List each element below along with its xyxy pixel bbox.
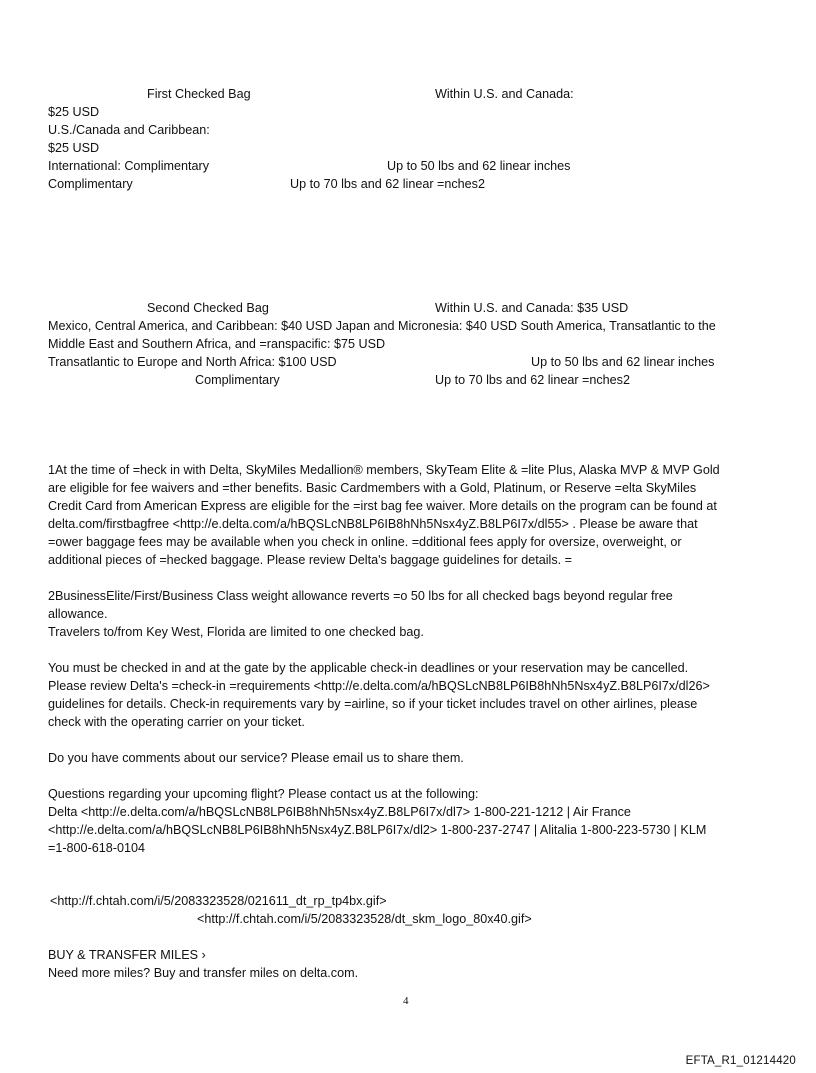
second-bag-line-2: Middle East and Southern Africa, and =ranspacific: $75 USD — [48, 337, 386, 351]
footnote-1-line: are eligible for fee waivers and =ther benefits. Basic Cardmembers with a Gold, Platinum, or Reserve =elta SkyMiles — [48, 481, 697, 495]
first-bag-size-2: Up to 70 lbs and 62 linear =nches2 — [290, 177, 485, 191]
checkin-notice — [48, 659, 776, 731]
checkin-notice-line: You must be checked in and at the gate by the applicable check-in deadlines or your reservation may be cancelled. — [48, 661, 689, 675]
contact-line: <http://e.delta.com/a/hBQSLcNB8LP6IB8hNh5Nsx4yZ.B8LP6I7x/dl2> 1-800-237-2747 | Alitalia 1-800-223-5730 | KLM — [48, 823, 707, 837]
second-bag-line-3: Transatlantic to Europe and North Africa: $100 USD — [48, 355, 337, 369]
first-bag-price-2: $25 USD — [48, 141, 100, 155]
footnote-1-line: 1At the time of =heck in with Delta, SkyMiles Medallion® members, SkyTeam Elite & =lite Plus, Alaska MVP & MVP Gold — [48, 463, 720, 477]
checkin-notice-line: guidelines for details. Check-in requirements vary by =airline, so if your ticket includes travel on other airlines, please — [48, 697, 698, 711]
first-bag-size-1: Up to 50 lbs and 62 linear inches — [387, 159, 571, 173]
contact-block — [48, 785, 776, 857]
footnote-1-line: =ower baggage fees may be available when you check in online. =dditional fees apply for oversize, overweight, or — [48, 535, 682, 549]
second-bag-label: Second Checked Bag — [147, 301, 269, 315]
first-bag-within-us-canada: Within U.S. and Canada: — [435, 87, 574, 101]
second-bag-complimentary: Complimentary — [195, 373, 280, 387]
second-bag-line-1: Mexico, Central America, and Caribbean: $40 USD Japan and Micronesia: $40 USD South America, Transatlantic to the — [48, 319, 716, 333]
bates-number: EFTA_R1_01214420 — [685, 1055, 796, 1067]
footnote-2-line: 2BusinessElite/First/Business Class weight allowance reverts =o 50 lbs for all checked bags beyond regular free — [48, 589, 673, 603]
second-bag-size-1: Up to 50 lbs and 62 linear inches — [531, 355, 715, 369]
first-bag-complimentary: Complimentary — [48, 177, 133, 191]
first-bag-international: International: Complimentary — [48, 159, 209, 173]
buy-transfer-miles-link[interactable]: BUY & TRANSFER MILES › — [48, 948, 206, 962]
first-bag-label: First Checked Bag — [147, 87, 251, 101]
footnote-1-line: delta.com/firstbagfree <http://e.delta.com/a/hBQSLcNB8LP6IB8hNh5Nsx4yZ.B8LP6I7x/dl55> . Please be aware that — [48, 517, 698, 531]
buy-transfer-miles-text: Need more miles? Buy and transfer miles on delta.com. — [48, 966, 359, 980]
image-link-rp-tp4bx[interactable]: <http://f.chtah.com/i/5/2083323528/021611_dt_rp_tp4bx.gif> — [50, 894, 387, 908]
page-number: 4 — [403, 995, 409, 1007]
footnote-2-line: Travelers to/from Key West, Florida are limited to one checked bag. — [48, 625, 424, 639]
first-bag-us-canada-caribbean: U.S./Canada and Caribbean: — [48, 123, 210, 137]
first-bag-price-1: $25 USD — [48, 105, 100, 119]
checkin-notice-line: Please review Delta's =check-in =requirements <http://e.delta.com/a/hBQSLcNB8LP6IB8hNh5Nsx4yZ.B8LP6I7x/dl26> — [48, 679, 710, 693]
contact-line: =1-800-618-0104 — [48, 841, 145, 855]
checkin-notice-line: check with the operating carrier on your ticket. — [48, 715, 305, 729]
second-bag-within-us-canada: Within U.S. and Canada: $35 USD — [435, 301, 629, 315]
comments-prompt: Do you have comments about our service? Please email us to share them. — [48, 751, 464, 765]
footnote-1-line: Credit Card from American Express are eligible for the =irst bag fee waiver. More details on the program can be found at — [48, 499, 717, 513]
footnote-1-line: additional pieces of =hecked baggage. Please review Delta's baggage guidelines for details. = — [48, 553, 572, 567]
image-link-skm-logo[interactable]: <http://f.chtah.com/i/5/2083323528/dt_skm_logo_80x40.gif> — [197, 912, 532, 926]
second-bag-size-2: Up to 70 lbs and 62 linear =nches2 — [435, 373, 630, 387]
footnote-2 — [48, 587, 776, 641]
contact-line: Questions regarding your upcoming flight? Please contact us at the following: — [48, 787, 479, 801]
footnote-2-line: allowance. — [48, 607, 108, 621]
footnote-1 — [48, 461, 776, 569]
contact-line: Delta <http://e.delta.com/a/hBQSLcNB8LP6IB8hNh5Nsx4yZ.B8LP6I7x/dl7> 1-800-221-1212 | Air France — [48, 805, 631, 819]
